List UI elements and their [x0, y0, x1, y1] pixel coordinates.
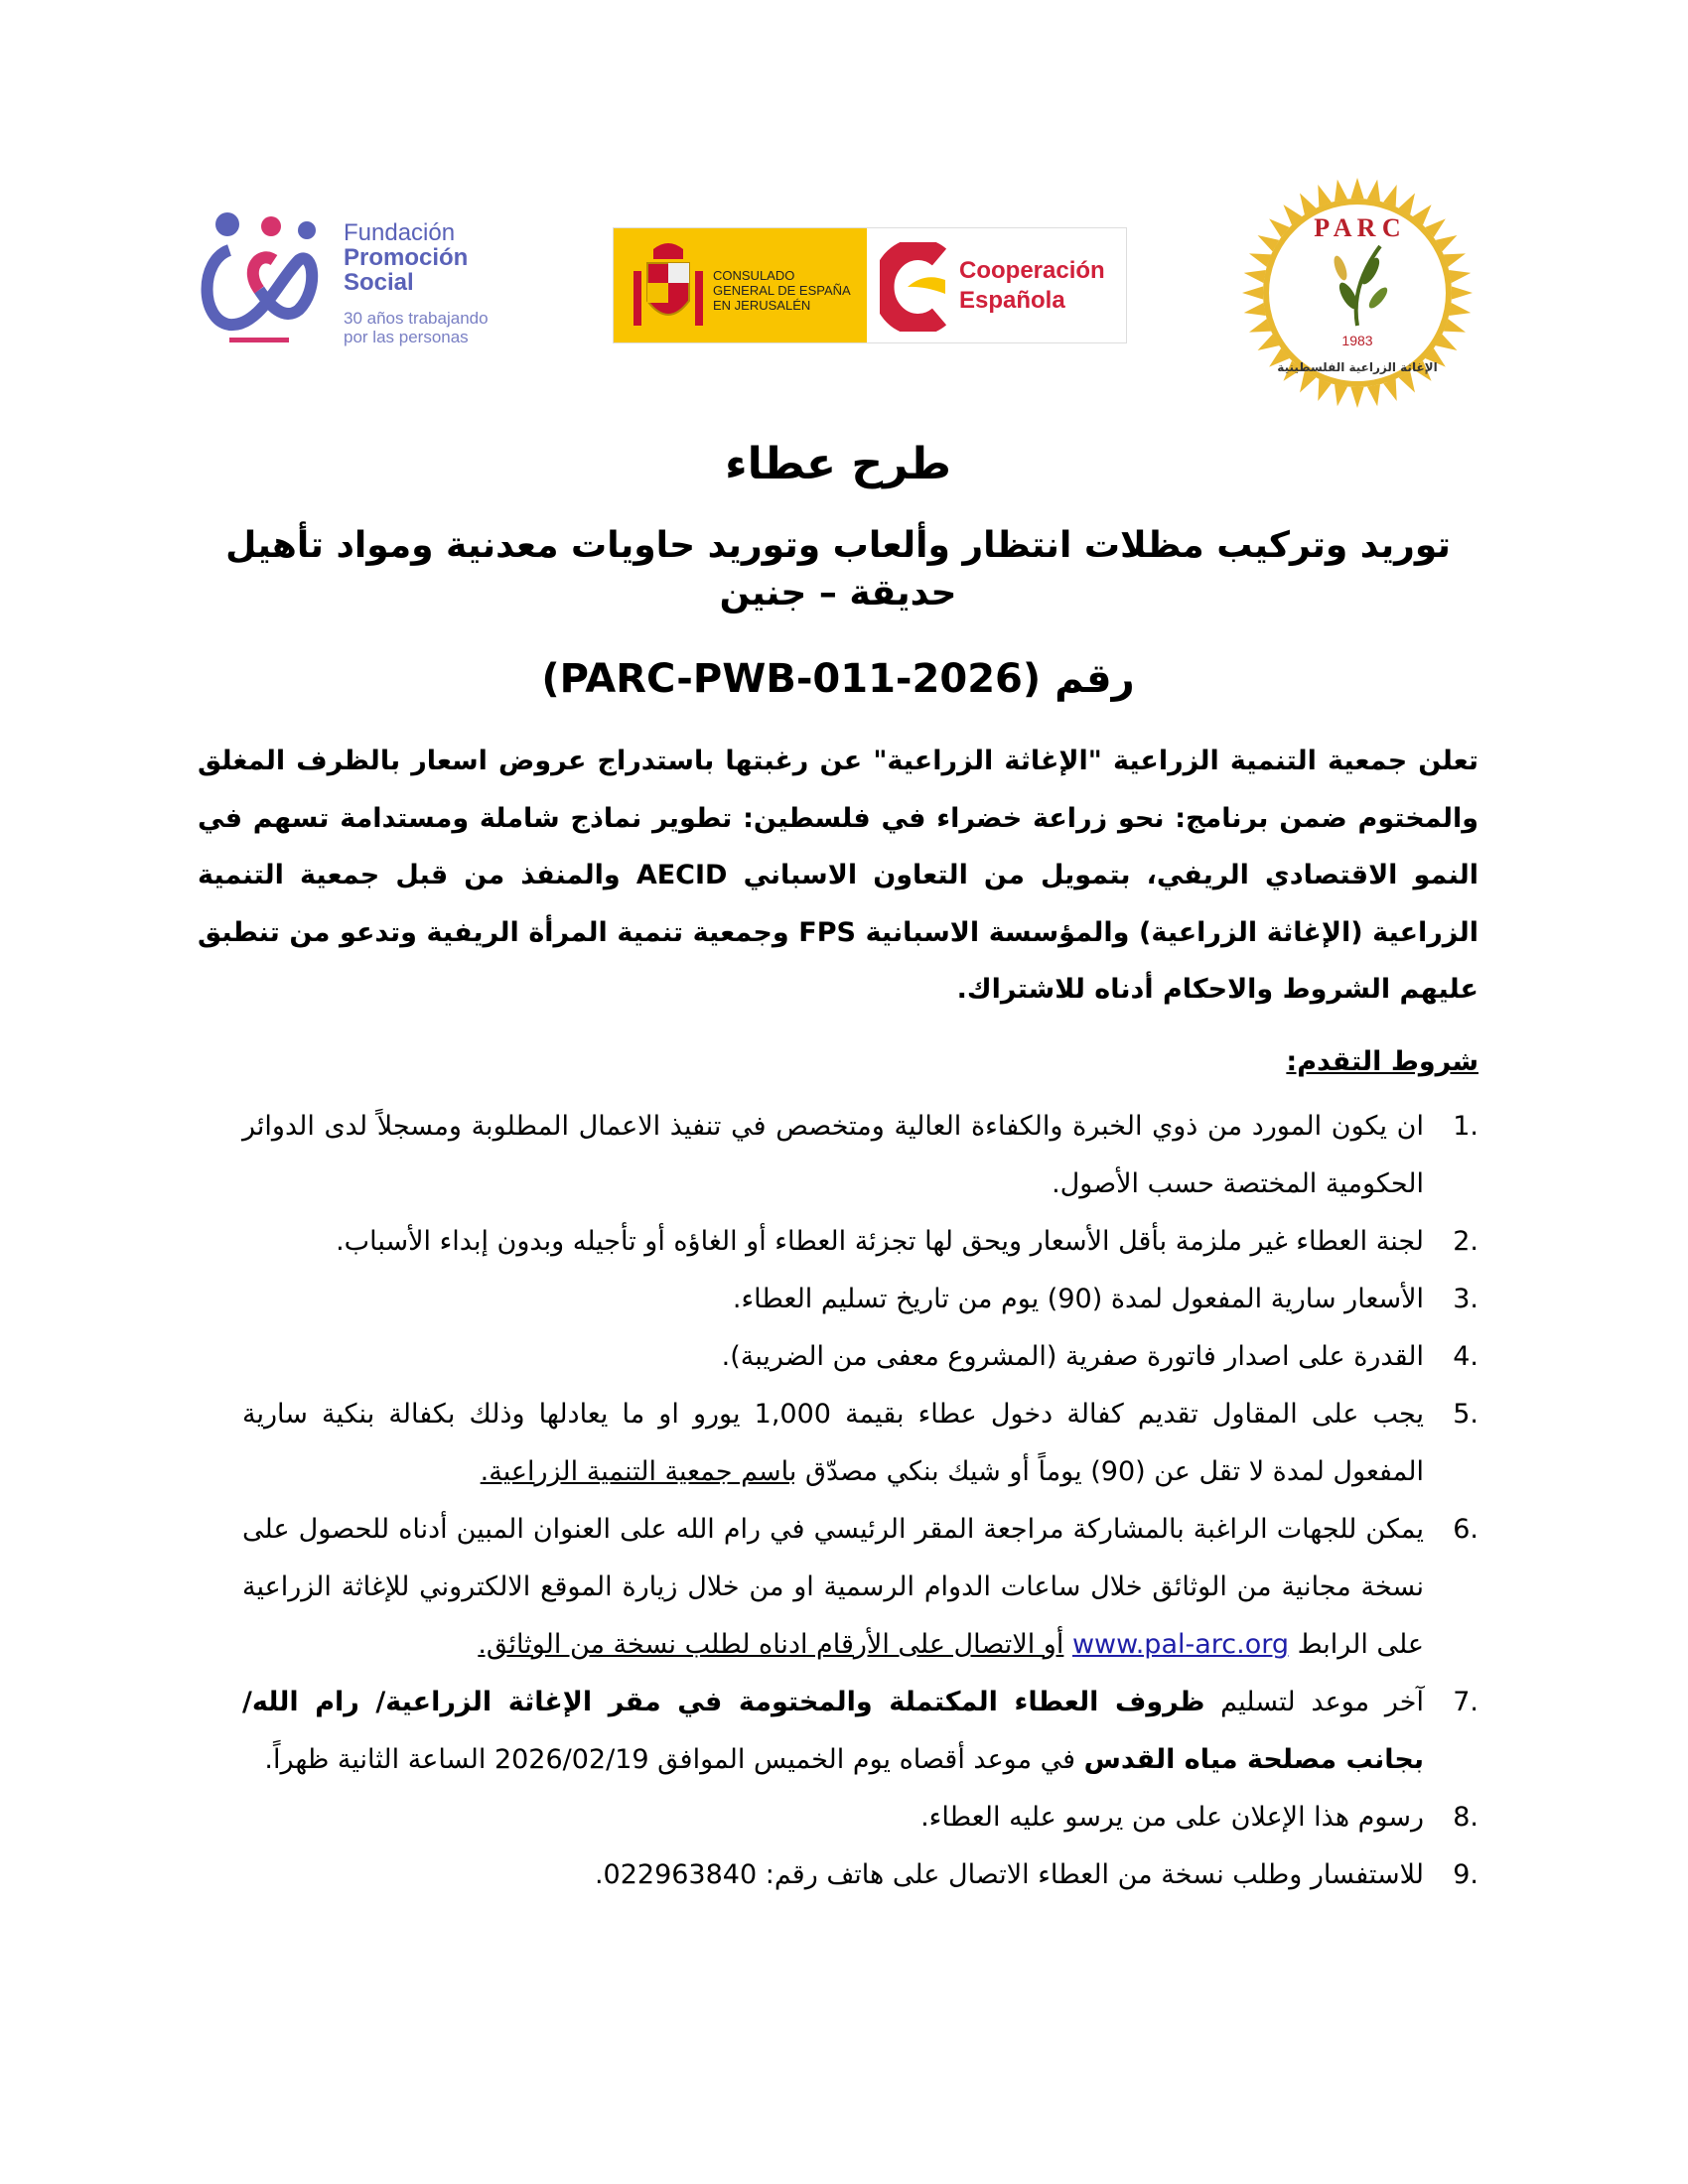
intro-paragraph: تعلن جمعية التنمية الزراعية "الإغاثة الزراعية" عن رغبتها باستدراج عروض اسعار بالظرف المغلق والمختوم ضمن برنامج: نحو زراعة خضراء في فلسطين: تطوير نماذج شاملة ومستدامة تسهم في النمو الاقتصادي الريفي، بتمويل من التعاون الاسباني AECID والمنفذ من قبل جمعية التنمية الزراعية (الإغاثة الزراعية) والمؤسسة الاسبانية FPS وجمعية تنمية المرأة الريفية وتدعو من تنطبق عليهم الشروط والاحكام أدناه للاشتراك.	[198, 746, 1478, 1005]
sun-ray	[1242, 286, 1263, 299]
condition-item	[242, 1789, 1478, 1846]
condition-number: 6.	[1453, 1513, 1478, 1545]
spain-cooperation-logo	[613, 227, 1127, 343]
condition-number: 7.	[1453, 1686, 1478, 1717]
condition-item	[242, 1501, 1478, 1674]
fps-line2: Promoción	[344, 244, 469, 271]
parc-acronym: P A R C	[1314, 213, 1401, 242]
condition-text: يجب على المقاول تقديم كفالة دخول عطاء بقيمة 1,000 يورو او ما يعادلها وذلك بكفالة بنكية سارية المفعول لمدة لا تقل عن (90) يوماً أو شيك بنكي مصدّق	[242, 1398, 1425, 1487]
fps-tagline1: 30 años trabajando	[344, 309, 489, 328]
parc-logo	[1241, 177, 1474, 409]
fps-emblem-icon	[200, 210, 319, 349]
parc-year: 1983	[1341, 333, 1373, 348]
fundacion-promocion-social-logo	[200, 210, 517, 349]
condition-number: 3.	[1453, 1283, 1478, 1314]
tender-number: رقم (PARC-PWB-011-2026)	[541, 656, 1135, 702]
sun-ray	[1452, 286, 1473, 299]
fps-line3: Social	[344, 269, 414, 296]
document-body	[198, 437, 1478, 1904]
condition-text: باسم جمعية التنمية الزراعية.	[480, 1455, 797, 1487]
condition-item	[242, 1674, 1478, 1789]
sun-ray	[1244, 303, 1266, 316]
fps-tagline2: por las personas	[344, 328, 469, 346]
cooperacion-line1: Cooperación	[959, 257, 1105, 284]
sun-ray	[1449, 303, 1471, 316]
tender-subject: توريد وتركيب مظلات انتظار وألعاب وتوريد حاويات معدنية ومواد تأهيل حديقة – جنين	[225, 525, 1451, 614]
sun-ray	[1449, 270, 1471, 283]
condition-text: أو الاتصال على الأرقام ادناه لطلب نسخة من الوثائق.	[478, 1628, 1064, 1660]
condition-text: رسوم هذا الإعلان على من يرسو عليه العطاء.	[920, 1801, 1424, 1833]
condition-text	[1063, 1629, 1072, 1660]
sun-ray	[1350, 387, 1363, 408]
sun-ray	[1350, 178, 1363, 199]
condition-item	[242, 1271, 1478, 1328]
condition-number: 4.	[1453, 1340, 1478, 1372]
condition-text: لجنة العطاء غير ملزمة بأقل الأسعار ويحق لها تجزئة العطاء أو الغاؤه أو تأجيله وبدون إبداء الأسباب.	[336, 1225, 1424, 1257]
conditions-heading: شروط التقدم:	[1286, 1045, 1478, 1077]
conditions-list	[242, 1098, 1478, 1904]
consulado-line3: EN JERUSALÉN	[713, 298, 811, 313]
condition-text: للاستفسار وطلب نسخة من العطاء الاتصال على هاتف رقم: 022963840.	[594, 1858, 1424, 1890]
condition-text: في موعد أقصاه يوم الخميس الموافق 2026/02/19 الساعة الثانية ظهراً.	[264, 1743, 1084, 1775]
parc-sun-emblem-icon	[1241, 177, 1474, 409]
consulado-line2: GENERAL DE ESPAÑA	[713, 283, 851, 298]
condition-text: ظروف العطاء المكتملة والمختومة في مقر الإغاثة الزراعية/ رام الله/ بجانب مصلحة مياه القدس	[242, 1686, 1424, 1775]
website-link[interactable]: www.pal-arc.org	[1071, 1628, 1289, 1660]
condition-text: الأسعار سارية المفعول لمدة (90) يوم من تاريخ تسليم العطاء.	[732, 1283, 1424, 1314]
fps-line1: Fundación	[344, 219, 456, 246]
condition-number: 9.	[1453, 1858, 1478, 1890]
condition-item	[242, 1386, 1478, 1501]
sun-ray	[1367, 180, 1380, 202]
condition-number: 1.	[1453, 1110, 1478, 1142]
sun-ray	[1367, 384, 1380, 406]
condition-item	[242, 1098, 1478, 1213]
condition-text: آخر موعد لتسليم	[1204, 1686, 1424, 1717]
condition-text: ان يكون المورد من ذوي الخبرة والكفاءة العالية ومتخصص في تنفيذ الاعمال المطلوبة ومسجلاً لدى الدوائر الحكومية المختصة حسب الأصول.	[242, 1110, 1424, 1199]
condition-text: يمكن للجهات الراغبة بالمشاركة مراجعة المقر الرئيسي في رام الله على العنوان المبين أدناه للحصول على نسخة مجانية من الوثائق خلال ساعات الدوام الرسمية او من خلال زيارة الموقع الالكتروني للإغاثة الزراعية على الرابط	[242, 1513, 1424, 1660]
cooperacion-line2: Española	[959, 287, 1065, 314]
condition-text: القدرة على اصدار فاتورة صفرية (المشروع معفى من الضريبة).	[721, 1340, 1424, 1372]
condition-item	[242, 1328, 1478, 1386]
spain-coat-of-arms-icon	[633, 241, 703, 331]
condition-item	[242, 1846, 1478, 1904]
consulado-block	[614, 228, 867, 342]
condition-number: 5.	[1453, 1398, 1478, 1430]
cooperacion-c-icon	[880, 242, 949, 332]
sun-ray	[1335, 180, 1347, 202]
sun-ray	[1244, 270, 1266, 283]
condition-number: 8.	[1453, 1801, 1478, 1833]
sun-ray	[1335, 384, 1347, 406]
condition-item	[242, 1213, 1478, 1271]
parc-arabic-name: الإغاثة الزراعية الفلسطينية	[1277, 360, 1438, 374]
condition-number: 2.	[1453, 1225, 1478, 1257]
consulado-line1: CONSULADO	[713, 268, 795, 283]
page-title: طرح عطاء	[725, 439, 951, 489]
